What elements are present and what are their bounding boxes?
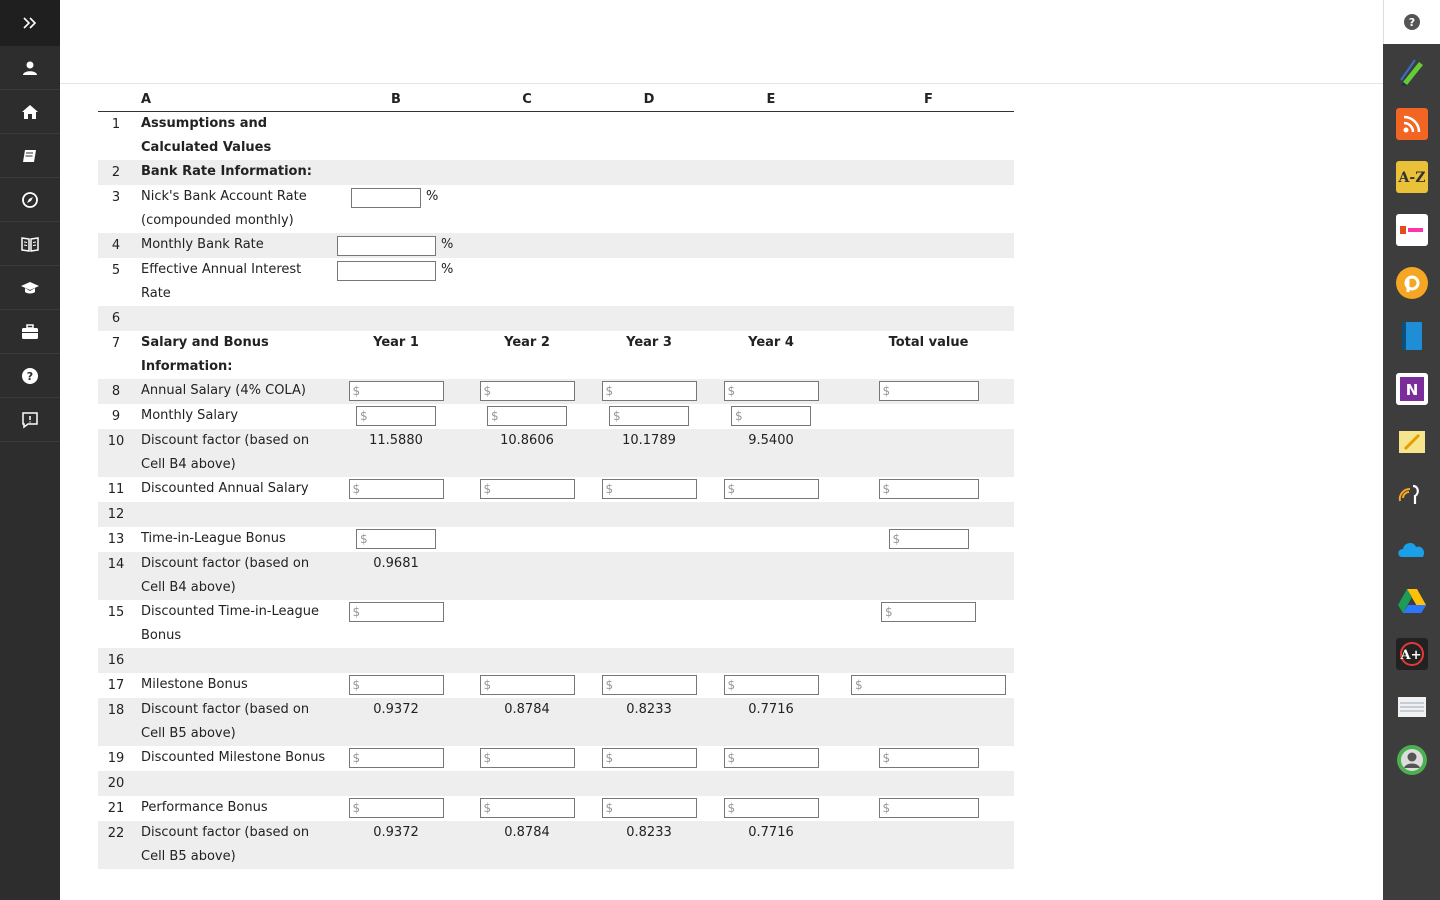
table-row <box>98 331 1014 379</box>
column-header-a: A <box>134 88 337 111</box>
row-label: Discount factor (based on Cell B4 above) <box>134 552 337 600</box>
expand-nav-button[interactable] <box>0 0 60 46</box>
row-number: 22 <box>98 821 134 869</box>
year-4-header: Year 4 <box>748 334 794 350</box>
discounted-milestone-y3-input[interactable]: $ <box>602 748 697 768</box>
row-label: Discounted Time-in-League Bonus <box>141 603 319 643</box>
discount-factor-value: 11.5880 <box>337 429 455 477</box>
table-row <box>98 404 1014 429</box>
annual-salary-y4-input[interactable]: $ <box>724 381 819 401</box>
performance-bonus-y2-input[interactable]: $ <box>480 798 575 818</box>
annual-salary-y1-input[interactable]: $ <box>349 381 444 401</box>
table-row <box>98 233 1014 258</box>
flashcards-tool[interactable] <box>1396 691 1428 723</box>
performance-bonus-total-input[interactable]: $ <box>879 798 979 818</box>
discounted-time-bonus-input[interactable]: $ <box>349 602 444 622</box>
profile-tool[interactable] <box>1396 744 1428 776</box>
row-label: Annual Salary (4% COLA) <box>134 379 337 404</box>
nav-career[interactable] <box>0 310 60 354</box>
table-row <box>98 771 1014 796</box>
discount-factor-value: 0.9372 <box>337 698 455 746</box>
discounted-salary-total-input[interactable]: $ <box>879 479 979 499</box>
nav-feedback[interactable] <box>0 398 60 442</box>
column-header-d: D <box>599 88 699 111</box>
open-book-icon <box>21 235 39 253</box>
office-tool[interactable] <box>1396 214 1428 246</box>
office-icon <box>1399 224 1425 236</box>
help-button[interactable] <box>1383 0 1440 44</box>
nav-home[interactable] <box>0 90 60 134</box>
milestone-bonus-y1-input[interactable]: $ <box>349 675 444 695</box>
row-number: 18 <box>98 698 134 746</box>
briefcase-icon <box>21 323 39 341</box>
row-number: 7 <box>111 335 121 351</box>
row-number: 20 <box>98 771 134 796</box>
row-number: 17 <box>107 677 125 693</box>
discount-factor-value: 0.7716 <box>699 821 843 869</box>
table-row <box>98 429 1014 477</box>
table-row <box>98 527 1014 552</box>
monthly-salary-y3-input[interactable]: $ <box>609 406 689 426</box>
row-label: Discounted Milestone Bonus <box>141 749 326 765</box>
effective-annual-rate-input[interactable] <box>337 261 436 281</box>
row-number: 19 <box>107 750 125 766</box>
svg-text:?: ? <box>1408 16 1416 29</box>
row-label: Assumptions and Calculated Values <box>141 115 272 155</box>
row-number: 16 <box>98 648 134 673</box>
discount-factor-value: 0.9372 <box>337 821 455 869</box>
column-header-b: B <box>337 88 455 111</box>
row-label: Time-in-League Bonus <box>141 530 286 546</box>
monthly-salary-y2-input[interactable]: $ <box>487 406 567 426</box>
table-row <box>98 379 1014 404</box>
monthly-salary-y1-input[interactable]: $ <box>356 406 436 426</box>
table-row <box>98 258 1014 306</box>
nav-help[interactable] <box>0 354 60 398</box>
year-3-header: Year 3 <box>626 334 672 350</box>
discount-factor-value: 9.5400 <box>699 429 843 477</box>
rss-tool[interactable] <box>1396 108 1428 140</box>
table-row <box>98 821 1014 869</box>
table-row <box>98 600 1014 648</box>
percent-unit: % <box>426 188 439 204</box>
row-label: Bank Rate Information: <box>134 160 337 185</box>
time-in-league-total-input[interactable]: $ <box>889 529 969 549</box>
row-number: 15 <box>107 604 125 620</box>
row-number: 6 <box>98 306 134 331</box>
nav-explore[interactable] <box>0 178 60 222</box>
onenote-tool[interactable] <box>1396 373 1428 405</box>
row-label: Discount factor (based on Cell B5 above) <box>134 698 337 746</box>
feedback-icon <box>21 411 39 429</box>
cloud-icon <box>1396 537 1428 559</box>
monthly-bank-rate-input[interactable] <box>337 236 436 256</box>
grade-tool[interactable] <box>1396 638 1428 670</box>
table-row <box>98 306 1014 331</box>
spreadsheet <box>98 88 1014 869</box>
corner-header <box>98 88 134 111</box>
performance-bonus-y1-input[interactable]: $ <box>349 798 444 818</box>
row-number: 3 <box>111 189 121 205</box>
row-number: 5 <box>111 262 121 278</box>
row-number: 11 <box>107 481 125 497</box>
discounted-milestone-y4-input[interactable]: $ <box>724 748 819 768</box>
row-label: Monthly Bank Rate <box>134 233 337 258</box>
sticky-note-tool[interactable] <box>1396 426 1428 458</box>
row-label: Nick's Bank Account Rate (compounded monthly) <box>141 188 307 228</box>
discounted-milestone-y2-input[interactable]: $ <box>480 748 575 768</box>
discount-factor-value: 0.7716 <box>699 698 843 746</box>
row-number: 4 <box>98 233 134 258</box>
flashcards-icon <box>1397 695 1427 719</box>
nav-profile[interactable] <box>0 46 60 90</box>
row-number: 21 <box>107 800 125 816</box>
table-row <box>98 648 1014 673</box>
left-nav <box>0 0 60 900</box>
performance-bonus-y3-input[interactable]: $ <box>602 798 697 818</box>
home-icon <box>21 103 39 121</box>
row-label: Discount factor (based on Cell B4 above) <box>134 429 337 477</box>
row-number: 13 <box>107 531 125 547</box>
row-number: 2 <box>98 160 134 185</box>
graduation-cap-icon <box>21 279 39 297</box>
table-row <box>98 552 1014 600</box>
row-number: 1 <box>111 116 121 132</box>
svg-text:A+: A+ <box>1400 648 1421 663</box>
column-header-c: C <box>455 88 599 111</box>
percent-unit: % <box>441 236 454 252</box>
user-icon <box>21 59 39 77</box>
table-row <box>98 796 1014 821</box>
discounted-salary-y2-input[interactable]: $ <box>480 479 575 499</box>
discount-factor-value: 0.8784 <box>455 698 599 746</box>
table-row <box>98 746 1014 771</box>
milestone-bonus-total-input[interactable]: $ <box>851 675 1006 695</box>
milestone-bonus-y2-input[interactable]: $ <box>480 675 575 695</box>
nav-books[interactable] <box>0 134 60 178</box>
milestone-bonus-y4-input[interactable]: $ <box>724 675 819 695</box>
row-label: Effective Annual Interest Rate <box>141 261 302 301</box>
table-row <box>98 502 1014 527</box>
row-label: Discount factor (based on Cell B5 above) <box>134 821 337 869</box>
row-label: Milestone Bonus <box>141 676 248 692</box>
monthly-salary-y4-input[interactable]: $ <box>731 406 811 426</box>
a-z-icon <box>1397 162 1427 192</box>
read-aloud-tool[interactable] <box>1396 479 1428 511</box>
nav-courses[interactable] <box>0 266 60 310</box>
annual-salary-y2-input[interactable]: $ <box>480 381 575 401</box>
table-row <box>98 673 1014 698</box>
google-drive-tool[interactable] <box>1396 585 1428 617</box>
nav-library[interactable] <box>0 222 60 266</box>
help-icon <box>1403 13 1421 31</box>
row-number: 14 <box>98 552 134 600</box>
double-chevron-right-icon <box>21 14 39 32</box>
performance-bonus-y4-input[interactable]: $ <box>724 798 819 818</box>
discount-factor-value: 0.8233 <box>599 698 699 746</box>
sticky-note-icon <box>1397 427 1427 457</box>
table-row <box>98 477 1014 502</box>
books-icon <box>21 147 39 165</box>
google-drive-icon <box>1397 588 1427 614</box>
table-row <box>98 698 1014 746</box>
column-header-e: E <box>699 88 843 111</box>
assumptions-table <box>98 88 1014 869</box>
table-row <box>98 111 1014 160</box>
row-label: Salary and Bonus Information: <box>141 334 269 374</box>
row-label: Discounted Annual Salary <box>141 480 309 496</box>
notebook-tool[interactable] <box>1396 320 1428 352</box>
discounted-milestone-total-input[interactable]: $ <box>879 748 979 768</box>
milestone-bonus-y3-input[interactable]: $ <box>602 675 697 695</box>
discount-factor-value: 0.8233 <box>599 821 699 869</box>
discount-factor-value: 10.8606 <box>455 429 599 477</box>
row-number: 10 <box>98 429 134 477</box>
discounted-salary-y4-input[interactable]: $ <box>724 479 819 499</box>
row-number: 12 <box>98 502 134 527</box>
column-header-f: F <box>843 88 1014 111</box>
svg-text:A-Z: A-Z <box>1398 170 1425 186</box>
time-in-league-bonus-input[interactable]: $ <box>356 529 436 549</box>
highlighter-icon <box>1397 56 1427 86</box>
rss-icon <box>1401 113 1423 135</box>
table-row <box>98 185 1014 233</box>
onedrive-tool[interactable] <box>1396 532 1428 564</box>
a-plus-icon <box>1398 640 1426 668</box>
highlighter-tool[interactable] <box>1396 55 1428 87</box>
discount-factor-value: 0.8784 <box>455 821 599 869</box>
row-number: 8 <box>98 379 134 404</box>
annual-salary-y3-input[interactable]: $ <box>602 381 697 401</box>
table-row <box>98 160 1014 185</box>
row-number: 9 <box>111 408 121 424</box>
svg-text:?: ? <box>26 369 34 383</box>
onenote-icon <box>1398 375 1426 403</box>
row-label: Performance Bonus <box>141 799 268 815</box>
pronounce-tool[interactable] <box>1396 267 1428 299</box>
discounted-salary-y3-input[interactable]: $ <box>602 479 697 499</box>
year-1-header: Year 1 <box>373 334 419 350</box>
discounted-salary-y1-input[interactable]: $ <box>349 479 444 499</box>
dictionary-tool[interactable] <box>1396 161 1428 193</box>
user-avatar-icon <box>1396 744 1428 776</box>
total-value-header: Total value <box>888 334 969 350</box>
notebook-icon <box>1399 320 1425 352</box>
read-aloud-icon <box>1397 480 1427 510</box>
annual-salary-total-input[interactable]: $ <box>879 381 979 401</box>
percent-unit: % <box>441 261 454 277</box>
discount-factor-value: 10.1789 <box>599 429 699 477</box>
right-toolbar <box>1383 0 1440 900</box>
main-content <box>60 0 1383 900</box>
row-label: Monthly Salary <box>141 407 239 423</box>
discounted-time-bonus-total-input[interactable]: $ <box>881 602 976 622</box>
circle-p-icon <box>1401 272 1423 294</box>
discount-factor-value: 0.9681 <box>337 552 455 600</box>
top-bar <box>60 0 1383 84</box>
year-2-header: Year 2 <box>504 334 550 350</box>
bank-rate-input[interactable] <box>351 188 421 208</box>
svg-text:N: N <box>1405 381 1418 399</box>
discounted-milestone-y1-input[interactable]: $ <box>349 748 444 768</box>
help-icon <box>21 367 39 385</box>
compass-icon <box>21 191 39 209</box>
column-header-row <box>98 88 1014 111</box>
